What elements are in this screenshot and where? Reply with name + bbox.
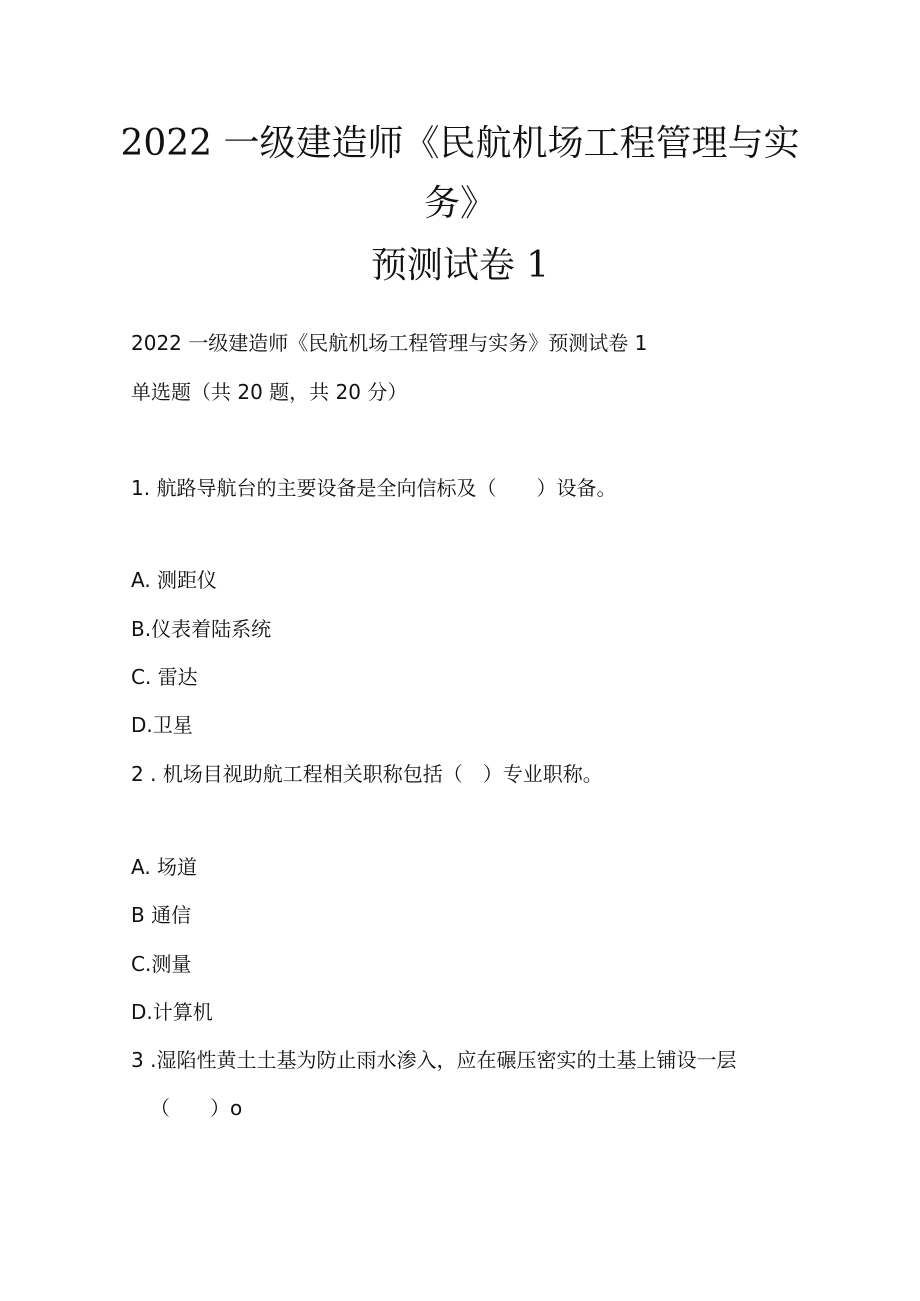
question-2-option-b: B 通信: [131, 903, 192, 927]
question-1-option-c: C. 雷达: [131, 665, 198, 689]
document-title-line-2: 务》: [423, 183, 496, 224]
question-2-stem: 2 . 机场目视助航工程相关职称包括（ ）专业职称。: [131, 762, 603, 786]
question-3-stem: 3 .湿陷性黄土土基为防止雨水渗入，应在碾压密实的土基上铺设一层: [131, 1048, 737, 1072]
document-title-line-1: 2022 一级建造师《民航机场工程管理与实: [120, 123, 800, 164]
section-heading: 单选题（共 20 题，共 20 分）: [131, 380, 408, 404]
question-1-option-a: A. 测距仪: [131, 568, 218, 592]
question-2-option-a: A. 场道: [131, 855, 198, 879]
document-subtitle: 2022 一级建造师《民航机场工程管理与实务》预测试卷 1: [131, 331, 648, 355]
question-3-stem-continuation: （ ）o: [150, 1096, 243, 1120]
question-2-option-c: C.测量: [131, 952, 192, 976]
question-1-stem: 1. 航路导航台的主要设备是全向信标及（ ）设备。: [131, 476, 617, 500]
question-1-option-b: B.仪表着陆系统: [131, 617, 272, 641]
question-2-option-d: D.计算机: [131, 1000, 213, 1024]
question-1-option-d: D.卫星: [131, 713, 193, 737]
document-title-line-3: 预测试卷 1: [370, 245, 550, 286]
